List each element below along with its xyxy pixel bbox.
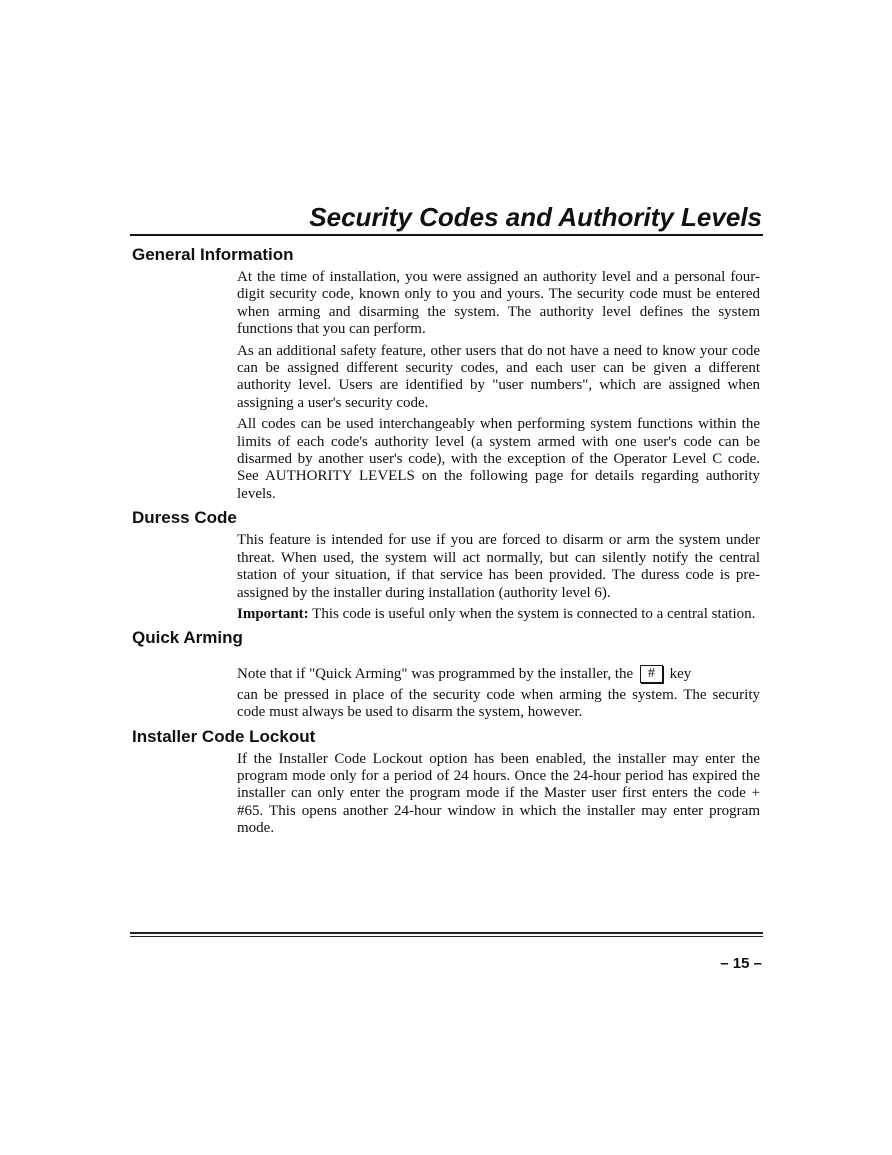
footer-rule-thin <box>130 936 763 937</box>
section-body-quick-arming <box>237 665 760 721</box>
paragraph: As an additional safety feature, other users that do not have a need to know your code can be assigned different security codes, and each user can be given a different authority level. Users are identified by "user numbers", which are assigned when assigning a user's security code. <box>237 342 760 411</box>
paragraph: This feature is intended for use if you are forced to disarm or arm the system under threat. When used, the system will act normally, but can silently notify the central station of your situation, if that service has been provided. The duress code is pre-assigned by the installer during installation (authority level 6). <box>237 532 760 601</box>
section-quick-arming <box>132 627 762 721</box>
quick-arming-key-line <box>237 665 760 683</box>
paragraph: can be pressed in place of the security code when arming the system. The security code must always be used to disarm the system, however. <box>237 686 760 721</box>
section-heading-general-information: General Information <box>132 245 294 264</box>
section-body-general-information <box>237 269 760 503</box>
section-body-installer-code-lockout <box>237 751 760 838</box>
footer-rule <box>130 932 763 934</box>
page-title: Security Codes and Authority Levels <box>309 202 762 232</box>
section-duress-code <box>132 507 762 623</box>
page-number: – 15 – <box>720 955 762 972</box>
paragraph: If the Installer Code Lockout option has been enabled, the installer may enter the program mode only for a period of 24 hours. Once the 24-hour period has expired the installer can only enter the program mode if the Master user first enters the code + #65. This opens another 24-hour window in which the installer may enter program mode. <box>237 750 760 837</box>
important-text: This code is useful only when the system is connected to a central station. <box>308 605 756 622</box>
section-heading-installer-code-lockout: Installer Code Lockout <box>132 726 316 746</box>
paragraph: All codes can be used interchangeably when performing system functions within the limits of each code's authority level (a system armed with one user's code can be disarmed by another user's code), with the exception of the Operator Level C code. See AUTHORITY LEVELS on the following page for details regarding authority levels. <box>237 416 760 502</box>
page-content <box>132 244 762 842</box>
section-general-information <box>132 244 762 503</box>
pound-key-icon: # <box>640 665 663 683</box>
title-rule <box>130 234 763 236</box>
quick-arming-text-end: key <box>669 666 692 683</box>
section-heading-duress-code: Duress Code <box>132 508 237 528</box>
quick-arming-text-start: Note that if "Quick Arming" was programmed by the installer, the <box>237 666 634 683</box>
section-body-duress-code <box>237 532 760 623</box>
section-installer-code-lockout <box>132 726 762 838</box>
important-note <box>237 606 760 623</box>
section-heading-quick-arming: Quick Arming <box>132 628 243 648</box>
paragraph: At the time of installation, you were assigned an authority level and a personal four-digit security code, known only to you and yours. The security code must be entered when arming and disarming the system. The authority level defines the system functions that you can perform. <box>237 269 760 338</box>
important-label: Important: <box>237 605 309 622</box>
